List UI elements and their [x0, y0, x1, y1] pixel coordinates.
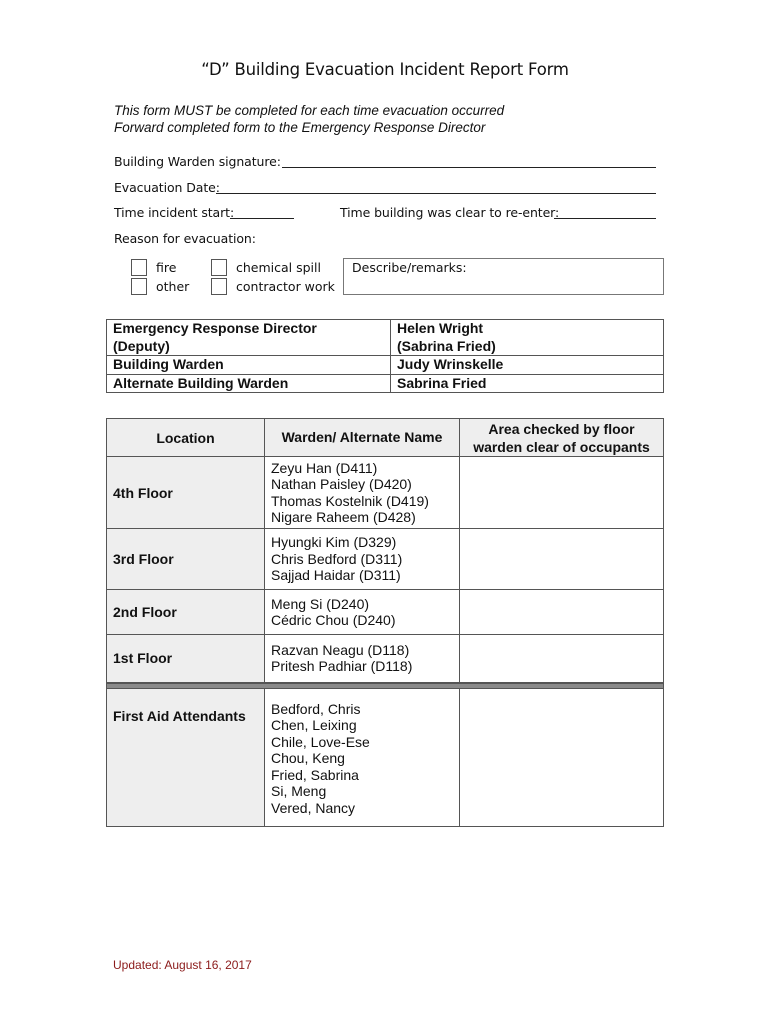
warden-table-header: [107, 419, 664, 457]
location-cell: 3rd Floor: [107, 529, 265, 590]
time-start-field[interactable]: [230, 218, 294, 219]
location-cell: 2nd Floor: [107, 590, 265, 635]
contractor-work-checkbox[interactable]: [211, 278, 227, 295]
area-checked-cell[interactable]: [460, 457, 664, 529]
warden-names-cell: Hyungki Kim (D329) Chris Bedford (D311) Sajjad Haidar (D311): [265, 529, 460, 590]
first-aid-names-cell: Bedford, Chris Chen, Leixing Chile, Love-Ese Chou, Keng Fried, Sabrina Si, Meng Vered, Nancy: [265, 688, 460, 827]
warden-names-cell: Meng Si (D240) Cédric Chou (D240): [265, 590, 460, 635]
contact-role: Emergency Response Director (Deputy): [107, 320, 391, 356]
warden-name-header: Warden/ Alternate Name: [265, 419, 460, 457]
table-row: [107, 635, 664, 683]
table-row: [107, 590, 664, 635]
location-cell: First Aid Attendants: [107, 688, 265, 827]
evacuation-date-field[interactable]: [216, 193, 656, 194]
warden-names-cell: Zeyu Han (D411) Nathan Paisley (D420) Thomas Kostelnik (D419) Nigare Raheem (D428): [265, 457, 460, 529]
chemical-spill-label: chemical spill: [236, 260, 321, 275]
contact-row: [107, 320, 664, 356]
contact-name: Sabrina Fried: [391, 374, 664, 393]
contractor-work-label: contractor work: [236, 279, 335, 294]
area-checked-cell[interactable]: [460, 635, 664, 683]
updated-date: Updated: August 16, 2017: [113, 958, 252, 972]
contact-row: [107, 356, 664, 375]
area-checked-header: Area checked by floor warden clear of occupants: [460, 419, 664, 457]
warden-signature-label: Building Warden signature:: [114, 154, 281, 169]
location-cell: 1st Floor: [107, 635, 265, 683]
contact-role: Alternate Building Warden: [107, 374, 391, 393]
instruction-line-1: This form MUST be completed for each time evacuation occurred: [114, 103, 505, 118]
other-label: other: [156, 279, 190, 294]
area-checked-cell[interactable]: [460, 688, 664, 827]
warden-table: [106, 418, 664, 827]
fire-label: fire: [156, 260, 177, 275]
chemical-spill-checkbox[interactable]: [211, 259, 227, 276]
describe-remarks-box[interactable]: [343, 258, 664, 295]
time-clear-label: Time building was clear to re-enter:: [340, 205, 560, 220]
fire-checkbox[interactable]: [131, 259, 147, 276]
other-checkbox[interactable]: [131, 278, 147, 295]
instruction-line-2: Forward completed form to the Emergency Response Director: [114, 120, 486, 135]
contact-role: Building Warden: [107, 356, 391, 375]
contacts-table: [106, 319, 664, 393]
warden-names-cell: Razvan Neagu (D118) Pritesh Padhiar (D118): [265, 635, 460, 683]
contact-row: [107, 374, 664, 393]
contact-name: Helen Wright (Sabrina Fried): [391, 320, 664, 356]
evacuation-date-label: Evacuation Date:: [114, 180, 220, 195]
table-row: [107, 529, 664, 590]
time-clear-field[interactable]: [554, 218, 656, 219]
contact-name: Judy Wrinskelle: [391, 356, 664, 375]
location-header: Location: [107, 419, 265, 457]
table-row: [107, 457, 664, 529]
table-row: [107, 688, 664, 827]
describe-remarks-label: Describe/remarks:: [352, 260, 467, 275]
page-title: “D” Building Evacuation Incident Report Form: [201, 60, 569, 79]
time-start-label: Time incident start:: [114, 205, 235, 220]
location-cell: 4th Floor: [107, 457, 265, 529]
warden-signature-field[interactable]: [282, 167, 656, 168]
reason-label: Reason for evacuation:: [114, 231, 256, 246]
area-checked-cell[interactable]: [460, 590, 664, 635]
area-checked-cell[interactable]: [460, 529, 664, 590]
